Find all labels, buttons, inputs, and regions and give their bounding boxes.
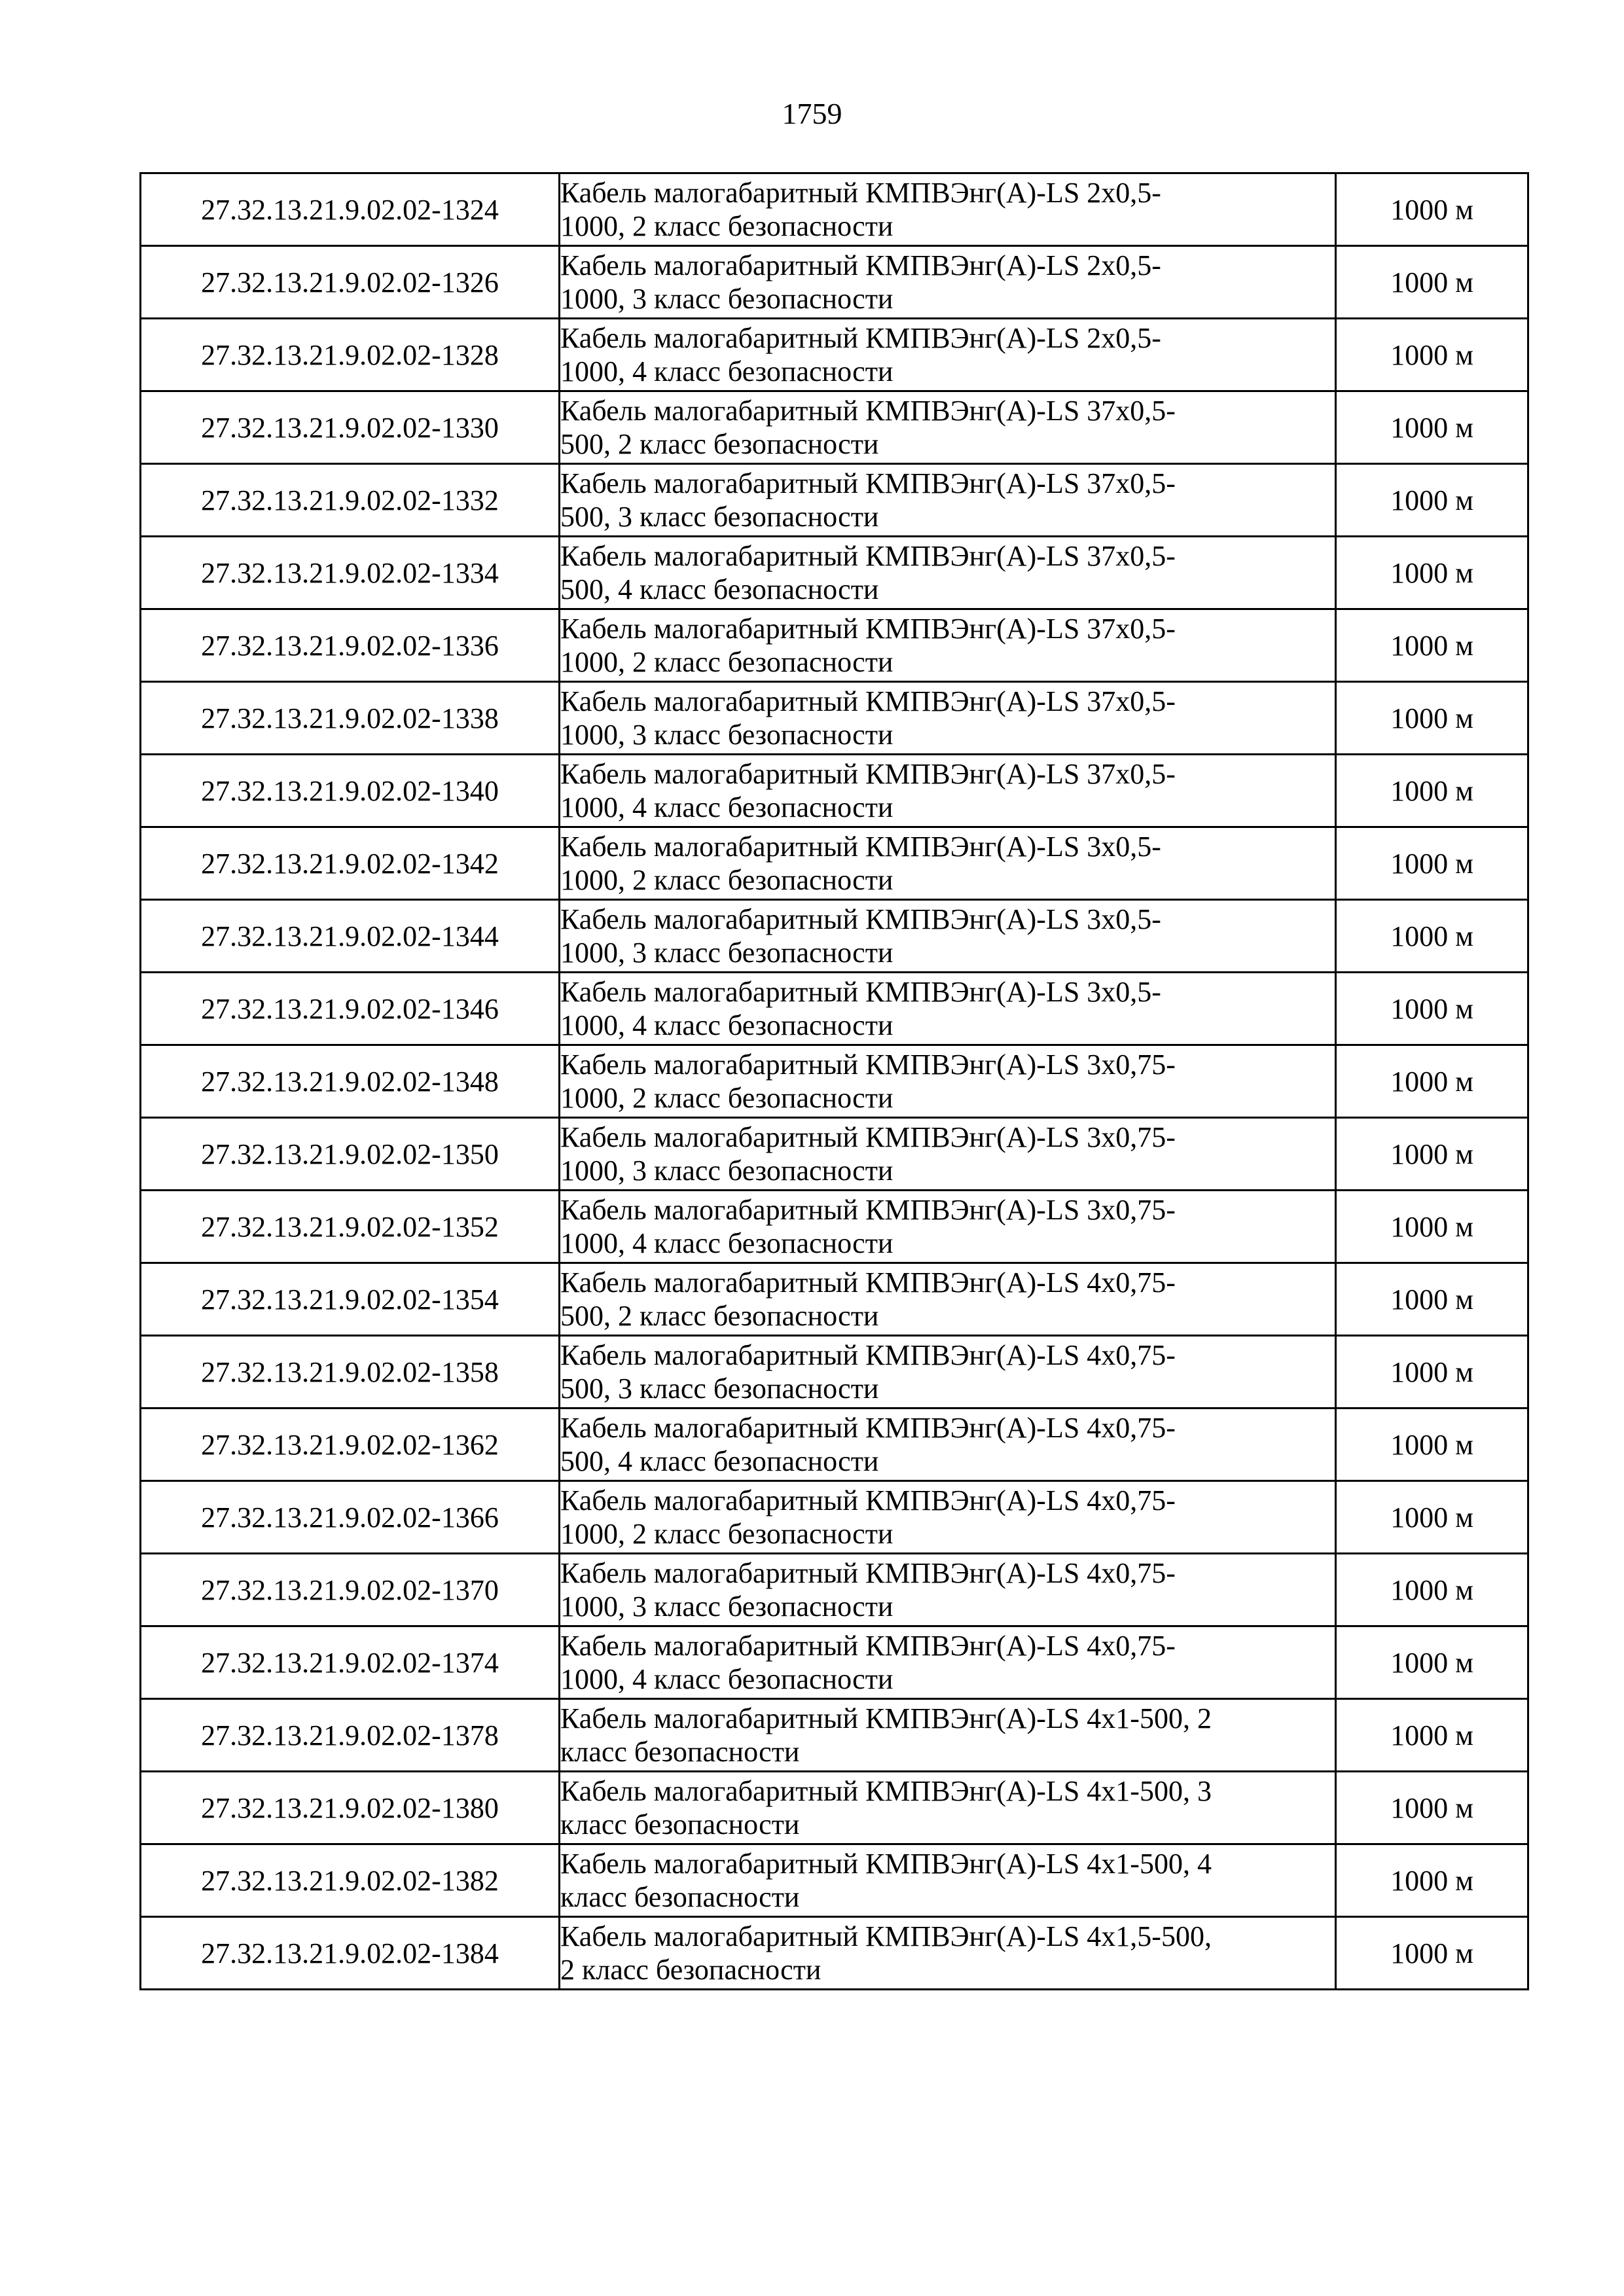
resource-name bbox=[560, 1772, 1336, 1844]
resource-code: 27.32.13.21.9.02.02-1324 bbox=[141, 173, 560, 246]
resource-unit: 1000 м bbox=[1336, 464, 1528, 537]
resource-name bbox=[560, 1481, 1336, 1554]
resource-name bbox=[560, 246, 1336, 319]
resource-unit: 1000 м bbox=[1336, 173, 1528, 246]
resource-unit: 1000 м bbox=[1336, 900, 1528, 973]
resource-unit: 1000 м bbox=[1336, 1699, 1528, 1772]
resource-unit: 1000 м bbox=[1336, 1626, 1528, 1699]
resource-name-line-1: Кабель малогабаритный КМПВЭнг(A)-LS 3x0,75- bbox=[560, 1194, 1176, 1226]
resource-code: 27.32.13.21.9.02.02-1350 bbox=[141, 1118, 560, 1191]
resource-name bbox=[560, 1844, 1336, 1917]
resource-name-line-2: 2 класс безопасности bbox=[560, 1954, 821, 1986]
resource-name bbox=[560, 900, 1336, 973]
resource-name-line-2: 500, 4 класс безопасности bbox=[560, 1445, 879, 1477]
resource-name-line-1: Кабель малогабаритный КМПВЭнг(A)-LS 4x0,75- bbox=[560, 1266, 1176, 1299]
table-row bbox=[141, 900, 1528, 973]
resource-name-line-1: Кабель малогабаритный КМПВЭнг(A)-LS 37x0,5- bbox=[560, 540, 1176, 572]
resource-code: 27.32.13.21.9.02.02-1332 bbox=[141, 464, 560, 537]
table-row bbox=[141, 464, 1528, 537]
table-row bbox=[141, 391, 1528, 464]
resource-unit: 1000 м bbox=[1336, 1118, 1528, 1191]
resource-name-line-2: 1000, 4 класс безопасности bbox=[560, 791, 893, 823]
resource-unit: 1000 м bbox=[1336, 973, 1528, 1045]
resource-name-line-2: 500, 3 класс безопасности bbox=[560, 501, 879, 533]
resource-name-line-2: 1000, 3 класс безопасности bbox=[560, 937, 893, 969]
resource-code: 27.32.13.21.9.02.02-1378 bbox=[141, 1699, 560, 1772]
table-row bbox=[141, 319, 1528, 391]
resource-name bbox=[560, 391, 1336, 464]
resource-code: 27.32.13.21.9.02.02-1340 bbox=[141, 755, 560, 827]
resource-name-line-1: Кабель малогабаритный КМПВЭнг(A)-LS 3x0,5- bbox=[560, 903, 1161, 935]
resource-name-line-2: класс безопасности bbox=[560, 1881, 800, 1913]
resource-name-line-2: 1000, 2 класс безопасности bbox=[560, 1518, 893, 1550]
resource-name-line-1: Кабель малогабаритный КМПВЭнг(A)-LS 3x0,5- bbox=[560, 831, 1161, 863]
resource-unit: 1000 м bbox=[1336, 1772, 1528, 1844]
resource-name-line-1: Кабель малогабаритный КМПВЭнг(A)-LS 4x1-500, 3 bbox=[560, 1775, 1212, 1807]
resource-name bbox=[560, 1626, 1336, 1699]
resource-unit: 1000 м bbox=[1336, 246, 1528, 319]
resource-code: 27.32.13.21.9.02.02-1346 bbox=[141, 973, 560, 1045]
resource-code: 27.32.13.21.9.02.02-1370 bbox=[141, 1554, 560, 1626]
resource-name-line-1: Кабель малогабаритный КМПВЭнг(A)-LS 3x0,5- bbox=[560, 976, 1161, 1008]
resource-name bbox=[560, 682, 1336, 755]
resource-unit: 1000 м bbox=[1336, 682, 1528, 755]
resource-name-line-1: Кабель малогабаритный КМПВЭнг(A)-LS 3x0,75- bbox=[560, 1049, 1176, 1081]
resource-name bbox=[560, 755, 1336, 827]
table-row bbox=[141, 246, 1528, 319]
resource-unit: 1000 м bbox=[1336, 1844, 1528, 1917]
resource-name-line-2: 500, 4 класс безопасности bbox=[560, 573, 879, 605]
resource-unit: 1000 м bbox=[1336, 827, 1528, 900]
resource-code: 27.32.13.21.9.02.02-1334 bbox=[141, 537, 560, 609]
resource-name-line-1: Кабель малогабаритный КМПВЭнг(A)-LS 2x0,5- bbox=[560, 322, 1161, 354]
page-number: 1759 bbox=[782, 97, 842, 130]
resource-name bbox=[560, 1408, 1336, 1481]
resource-name-line-2: 1000, 3 класс безопасности bbox=[560, 1155, 893, 1187]
table-body bbox=[141, 173, 1528, 1990]
resource-code: 27.32.13.21.9.02.02-1374 bbox=[141, 1626, 560, 1699]
table-row bbox=[141, 1408, 1528, 1481]
table-row bbox=[141, 1917, 1528, 1990]
table-row bbox=[141, 1263, 1528, 1336]
resource-unit: 1000 м bbox=[1336, 1554, 1528, 1626]
resource-name-line-2: 1000, 3 класс безопасности bbox=[560, 1590, 893, 1623]
table-row bbox=[141, 682, 1528, 755]
resource-name-line-1: Кабель малогабаритный КМПВЭнг(A)-LS 2x0,5- bbox=[560, 249, 1161, 281]
resource-name-line-2: класс безопасности bbox=[560, 1808, 800, 1840]
resource-name-line-2: 1000, 2 класс безопасности bbox=[560, 1082, 893, 1114]
resource-name-line-2: 1000, 3 класс безопасности bbox=[560, 283, 893, 315]
resource-name bbox=[560, 1263, 1336, 1336]
resource-name-line-2: класс безопасности bbox=[560, 1736, 800, 1768]
resource-code: 27.32.13.21.9.02.02-1380 bbox=[141, 1772, 560, 1844]
resource-code: 27.32.13.21.9.02.02-1326 bbox=[141, 246, 560, 319]
resource-name-line-2: 1000, 2 класс безопасности bbox=[560, 210, 893, 242]
resource-name-line-2: 500, 2 класс безопасности bbox=[560, 428, 879, 460]
resource-name-line-1: Кабель малогабаритный КМПВЭнг(A)-LS 4x0,75- bbox=[560, 1630, 1176, 1662]
resource-name bbox=[560, 1045, 1336, 1118]
resource-name bbox=[560, 1554, 1336, 1626]
table-row bbox=[141, 537, 1528, 609]
resource-name-line-2: 1000, 4 класс безопасности bbox=[560, 1009, 893, 1041]
table-row bbox=[141, 173, 1528, 246]
resource-name-line-1: Кабель малогабаритный КМПВЭнг(A)-LS 4x1-500, 4 bbox=[560, 1848, 1212, 1880]
resource-name-line-1: Кабель малогабаритный КМПВЭнг(A)-LS 4x0,75- bbox=[560, 1339, 1176, 1371]
resource-code: 27.32.13.21.9.02.02-1382 bbox=[141, 1844, 560, 1917]
resource-code: 27.32.13.21.9.02.02-1358 bbox=[141, 1336, 560, 1408]
resource-unit: 1000 м bbox=[1336, 1263, 1528, 1336]
resource-name bbox=[560, 827, 1336, 900]
resource-unit: 1000 м bbox=[1336, 609, 1528, 682]
table-row bbox=[141, 1844, 1528, 1917]
resource-code: 27.32.13.21.9.02.02-1336 bbox=[141, 609, 560, 682]
resource-name-line-1: Кабель малогабаритный КМПВЭнг(A)-LS 4x0,75- bbox=[560, 1484, 1176, 1516]
resource-name-line-1: Кабель малогабаритный КМПВЭнг(A)-LS 4x1-500, 2 bbox=[560, 1702, 1212, 1734]
resource-name-line-2: 1000, 2 класс безопасности bbox=[560, 646, 893, 678]
resource-name-line-2: 1000, 4 класс безопасности bbox=[560, 355, 893, 387]
resource-name bbox=[560, 319, 1336, 391]
resource-code: 27.32.13.21.9.02.02-1366 bbox=[141, 1481, 560, 1554]
resource-name-line-2: 1000, 2 класс безопасности bbox=[560, 864, 893, 896]
resource-unit: 1000 м bbox=[1336, 1045, 1528, 1118]
resource-name bbox=[560, 609, 1336, 682]
resource-name-line-1: Кабель малогабаритный КМПВЭнг(A)-LS 2x0,5- bbox=[560, 177, 1161, 209]
resource-code: 27.32.13.21.9.02.02-1328 bbox=[141, 319, 560, 391]
resource-name-line-1: Кабель малогабаритный КМПВЭнг(A)-LS 37x0,5- bbox=[560, 395, 1176, 427]
table-row bbox=[141, 609, 1528, 682]
resource-name bbox=[560, 1118, 1336, 1191]
resource-name-line-2: 500, 2 класс безопасности bbox=[560, 1300, 879, 1332]
resource-name bbox=[560, 173, 1336, 246]
table-row bbox=[141, 1772, 1528, 1844]
table-row bbox=[141, 827, 1528, 900]
resource-name-line-1: Кабель малогабаритный КМПВЭнг(A)-LS 3x0,75- bbox=[560, 1121, 1176, 1153]
resource-name bbox=[560, 1699, 1336, 1772]
table-row bbox=[141, 1045, 1528, 1118]
resource-code: 27.32.13.21.9.02.02-1354 bbox=[141, 1263, 560, 1336]
resource-name bbox=[560, 1917, 1336, 1990]
resource-unit: 1000 м bbox=[1336, 1191, 1528, 1263]
resource-name-line-1: Кабель малогабаритный КМПВЭнг(A)-LS 4x0,75- bbox=[560, 1557, 1176, 1589]
resource-name bbox=[560, 1336, 1336, 1408]
resource-name-line-1: Кабель малогабаритный КМПВЭнг(A)-LS 37x0,5- bbox=[560, 613, 1176, 645]
table-row bbox=[141, 1626, 1528, 1699]
resource-code: 27.32.13.21.9.02.02-1338 bbox=[141, 682, 560, 755]
resource-code: 27.32.13.21.9.02.02-1344 bbox=[141, 900, 560, 973]
resource-name-line-2: 1000, 4 класс безопасности bbox=[560, 1663, 893, 1695]
table-row bbox=[141, 1554, 1528, 1626]
resource-unit: 1000 м bbox=[1336, 391, 1528, 464]
table-row bbox=[141, 1699, 1528, 1772]
resource-name-line-2: 500, 3 класс безопасности bbox=[560, 1372, 879, 1405]
resource-name bbox=[560, 537, 1336, 609]
resource-code: 27.32.13.21.9.02.02-1362 bbox=[141, 1408, 560, 1481]
resource-unit: 1000 м bbox=[1336, 1408, 1528, 1481]
resource-unit: 1000 м bbox=[1336, 537, 1528, 609]
resource-code: 27.32.13.21.9.02.02-1330 bbox=[141, 391, 560, 464]
resource-unit: 1000 м bbox=[1336, 319, 1528, 391]
table-row bbox=[141, 1336, 1528, 1408]
resource-name-line-2: 1000, 4 класс безопасности bbox=[560, 1227, 893, 1259]
resource-code: 27.32.13.21.9.02.02-1384 bbox=[141, 1917, 560, 1990]
resource-name-line-1: Кабель малогабаритный КМПВЭнг(A)-LS 37x0,5- bbox=[560, 467, 1176, 499]
resource-name-line-1: Кабель малогабаритный КМПВЭнг(A)-LS 37x0,5- bbox=[560, 685, 1176, 717]
resource-code: 27.32.13.21.9.02.02-1342 bbox=[141, 827, 560, 900]
resource-name-line-1: Кабель малогабаритный КМПВЭнг(A)-LS 4x0,75- bbox=[560, 1412, 1176, 1444]
table-row bbox=[141, 1481, 1528, 1554]
table-row bbox=[141, 1191, 1528, 1263]
resource-name-line-1: Кабель малогабаритный КМПВЭнг(A)-LS 37x0,5- bbox=[560, 758, 1176, 790]
resource-unit: 1000 м bbox=[1336, 1336, 1528, 1408]
resource-name-line-1: Кабель малогабаритный КМПВЭнг(A)-LS 4x1,5-500, bbox=[560, 1920, 1212, 1952]
resource-code: 27.32.13.21.9.02.02-1348 bbox=[141, 1045, 560, 1118]
table-row bbox=[141, 1118, 1528, 1191]
resource-name bbox=[560, 1191, 1336, 1263]
resource-name bbox=[560, 464, 1336, 537]
resource-name bbox=[560, 973, 1336, 1045]
table-row bbox=[141, 755, 1528, 827]
resource-unit: 1000 м bbox=[1336, 1481, 1528, 1554]
resource-unit: 1000 м bbox=[1336, 1917, 1528, 1990]
table-row bbox=[141, 973, 1528, 1045]
resource-unit: 1000 м bbox=[1336, 755, 1528, 827]
resource-code: 27.32.13.21.9.02.02-1352 bbox=[141, 1191, 560, 1263]
resource-table bbox=[139, 172, 1529, 1990]
resource-name-line-2: 1000, 3 класс безопасности bbox=[560, 719, 893, 751]
